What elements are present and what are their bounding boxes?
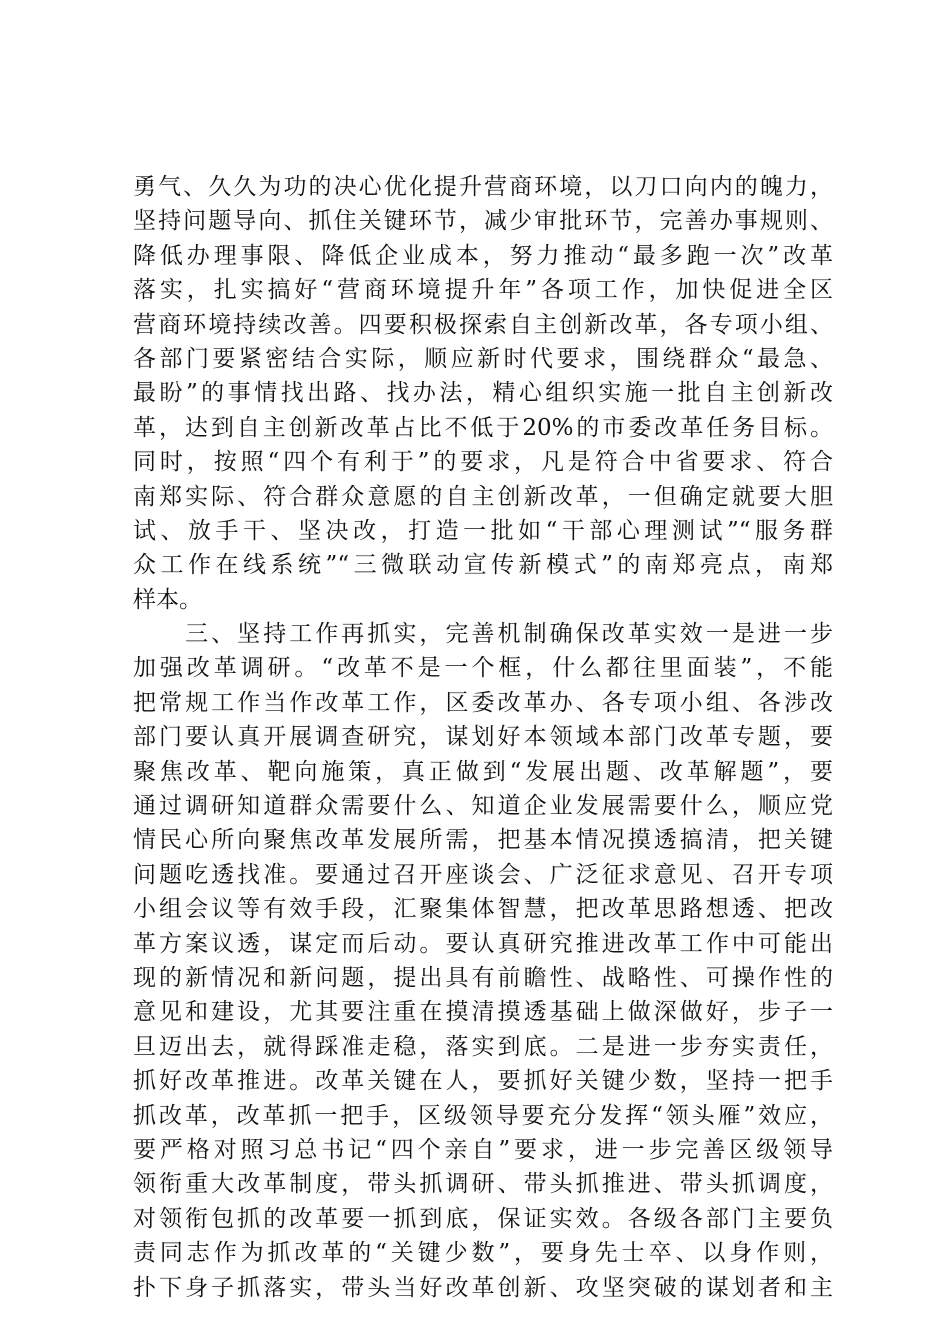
text-line: 旦迈出去，就得踩准走稳，落实到底。二是进一步夯实责任，: [133, 1033, 833, 1060]
text-line: 三、坚持工作再抓实，完善机制确保改革实效一是进一步: [133, 621, 833, 648]
text-line: 情民心所向聚焦改革发展所需，把基本情况摸透搞清，把关键: [133, 827, 833, 854]
text-line: 责同志作为抓改革的“关键少数”，要身先士卒、以身作则，: [133, 1240, 833, 1267]
text-line: 要严格对照习总书记“四个亲自”要求，进一步完善区级领导: [133, 1136, 833, 1163]
text-line: 意见和建设，尤其要注重在摸清摸透基础上做深做好，步子一: [133, 999, 833, 1026]
text-line: 加强改革调研。“改革不是一个框，什么都往里面装”，不能: [133, 655, 833, 682]
text-line: 小组会议等有效手段，汇聚集体智慧，把改革思路想透、把改: [133, 896, 833, 923]
text-line: 众工作在线系统”“三微联动宣传新模式”的南郑亮点，南郑: [133, 552, 833, 579]
text-line: 降低办理事限、降低企业成本，努力推动“最多跑一次”改革: [133, 242, 833, 269]
text-line: 试、放手干、坚决改，打造一批如“干部心理测试”“服务群: [133, 517, 833, 544]
text-line: 把常规工作当作改革工作，区委改革办、各专项小组、各涉改: [133, 689, 833, 716]
text-line: 现的新情况和新问题，提出具有前瞻性、战略性、可操作性的: [133, 964, 833, 991]
text-line: 通过调研知道群众需要什么、知道企业发展需要什么，顺应党: [133, 793, 833, 820]
text-line: 领衔重大改革制度，带头抓调研、带头抓推进、带头抓调度，: [133, 1171, 833, 1198]
text-line: 部门要认真开展调查研究，谋划好本领域本部门改革专题，要: [133, 724, 833, 751]
text-line: 勇气、久久为功的决心优化提升营商环境，以刀口向内的魄力，: [133, 174, 833, 200]
text-line: 营商环境持续改善。四要积极探索自主创新改革，各专项小组、: [133, 311, 833, 338]
text-line: 聚焦改革、靶向施策，真正做到“发展出题、改革解题”，要: [133, 758, 833, 785]
text-line: 同时，按照“四个有利于”的要求，凡是符合中省要求、符合: [133, 449, 833, 476]
text-line: 坚持问题导向、抓住关键环节，减少审批环节，完善办事规则、: [133, 208, 833, 235]
text-line: 落实，扎实搞好“营商环境提升年”各项工作，加快促进全区: [133, 277, 833, 304]
text-line: 样本。: [133, 586, 202, 613]
text-line: 最盼”的事情找出路、找办法，精心组织实施一批自主创新改: [133, 380, 833, 407]
text-line: 扑下身子抓落实，带头当好改革创新、攻坚突破的谋划者和主: [133, 1274, 833, 1301]
text-line: 革，达到自主创新改革占比不低于20%的市委改革任务目标。: [133, 414, 833, 441]
body-text: [133, 170, 833, 1305]
text-line: 南郑实际、符合群众意愿的自主创新改革，一但确定就要大胆: [133, 483, 833, 510]
text-line: 抓改革，改革抓一把手，区级领导要充分发挥“领头雁”效应，: [133, 1102, 833, 1129]
text-line: 革方案议透，谋定而后动。要认真研究推进改革工作中可能出: [133, 930, 833, 957]
text-line: 各部门要紧密结合实际，顺应新时代要求，围绕群众“最急、: [133, 345, 833, 372]
text-line: 抓好改革推进。改革关键在人，要抓好关键少数，坚持一把手: [133, 1068, 833, 1095]
text-line: 对领衔包抓的改革要一抓到底，保证实效。各级各部门主要负: [133, 1205, 833, 1232]
text-line: 问题吃透找准。要通过召开座谈会、广泛征求意见、召开专项: [133, 861, 833, 888]
